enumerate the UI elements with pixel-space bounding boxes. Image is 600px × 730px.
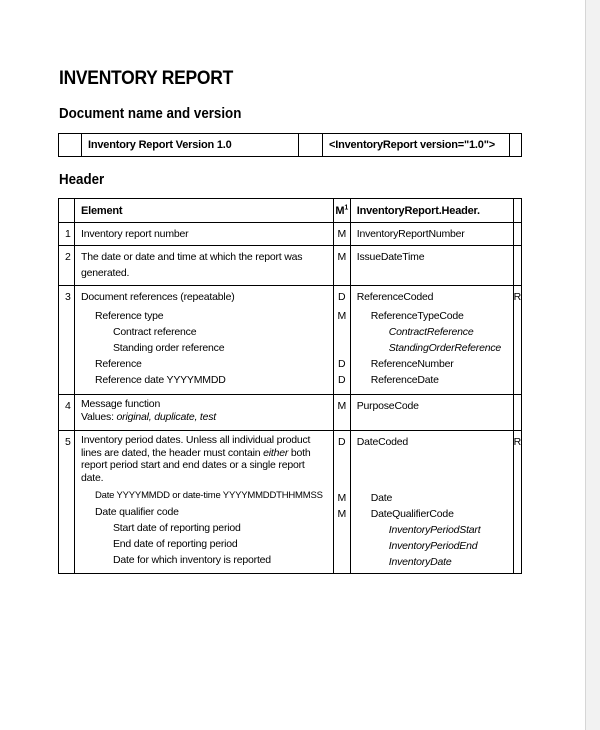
row-r — [513, 223, 521, 246]
report-title: INVENTORY REPORT — [59, 68, 233, 89]
row-number: 1 — [59, 223, 75, 246]
row-number: 4 — [59, 395, 75, 431]
table-row — [59, 286, 522, 395]
version-m-cell — [299, 134, 323, 157]
sub-tag — [357, 538, 513, 554]
sub-tag-italic: ContractReference — [388, 326, 474, 338]
row-m — [333, 431, 350, 574]
sub-tag: Date — [370, 492, 393, 504]
sub-tag — [357, 340, 513, 356]
version-name: Inventory Report Version 1.0 — [82, 134, 299, 157]
row-r — [513, 246, 521, 286]
row-tag: PurposeCode — [350, 395, 513, 431]
sub-tag: DateQualifierCode — [370, 508, 454, 520]
sub-element: Standing order reference — [112, 342, 225, 354]
tag-line: DateCoded — [356, 436, 409, 448]
row-number: 3 — [59, 286, 75, 395]
table-row — [59, 395, 522, 431]
row-tag — [350, 431, 513, 574]
sub-element: Reference date YYYYMMDD — [94, 374, 226, 386]
row-element — [74, 286, 333, 395]
sub-element: Contract reference — [112, 326, 197, 338]
table-row — [59, 431, 522, 574]
row-element: Inventory report number — [74, 223, 333, 246]
element-text: Inventory period dates. Unless all individual product lines are dated, the header must contain — [80, 434, 311, 459]
sub-element: Reference — [94, 358, 142, 370]
sub-element: Start date of reporting period — [112, 522, 241, 534]
tag-line: ReferenceCoded — [356, 291, 434, 303]
m-value: M — [337, 310, 346, 322]
element-emphasis: either — [263, 446, 289, 459]
version-table — [58, 133, 522, 157]
sub-element: Date for which inventory is reported — [112, 554, 271, 566]
version-r-cell — [510, 134, 522, 157]
version-blank-cell — [59, 134, 82, 157]
m-value: M — [337, 492, 346, 504]
element-line: Message function — [80, 398, 161, 410]
sub-tag-italic: InventoryPeriodStart — [388, 524, 481, 536]
m-value — [334, 340, 350, 356]
row-element — [74, 395, 333, 431]
version-row — [59, 134, 522, 157]
row-m: M — [333, 246, 350, 286]
element-paragraph — [81, 434, 323, 484]
m-column-label: M — [335, 204, 345, 217]
m-column-head — [333, 199, 350, 223]
row-m — [333, 286, 350, 395]
tag-column-head: InventoryReport.Header. — [350, 199, 513, 223]
element-text: both report period start and end dates or a single report date. — [80, 446, 311, 484]
table-row — [59, 223, 522, 246]
header-table — [58, 198, 522, 574]
sub-tag: ReferenceNumber — [370, 358, 454, 370]
row-tag: InventoryReportNumber — [350, 223, 513, 246]
sub-tag: ReferenceTypeCode — [370, 310, 464, 322]
num-column-head — [59, 199, 75, 223]
m-value — [334, 324, 350, 340]
element-column-head: Element — [74, 199, 333, 223]
row-m: M — [333, 223, 350, 246]
sub-element: Reference type — [94, 310, 164, 322]
sub-element: Date qualifier code — [94, 506, 179, 518]
sub-tag-italic: StandingOrderReference — [388, 342, 502, 354]
m-value: D — [338, 291, 346, 303]
sub-tag — [357, 522, 513, 538]
sub-tag — [357, 324, 513, 340]
row-r: R — [513, 431, 521, 574]
m-value: D — [338, 358, 346, 370]
values-list: original, duplicate, test — [116, 411, 217, 423]
row-number: 5 — [59, 431, 75, 574]
version-tag: <InventoryReport version="1.0"> — [323, 134, 510, 157]
row-r: R — [513, 286, 521, 395]
scrollbar-track[interactable] — [586, 0, 600, 730]
m-value: D — [338, 374, 346, 386]
sub-element: End date of reporting period — [112, 538, 238, 550]
sub-tag: ReferenceDate — [370, 374, 439, 386]
header-table-head — [59, 199, 522, 223]
m-value: D — [338, 436, 346, 448]
table-row — [59, 246, 522, 286]
row-tag: IssueDateTime — [350, 246, 513, 286]
sub-tag-italic: InventoryPeriodEnd — [388, 540, 478, 552]
sub-tag — [357, 554, 513, 570]
values-label: Values: — [80, 411, 117, 423]
row-m: M — [333, 395, 350, 431]
m-footnote-marker: 1 — [344, 203, 349, 211]
row-tag — [350, 286, 513, 395]
header-heading: Header — [59, 172, 105, 188]
m-value: M — [337, 508, 346, 520]
sub-element: Date YYYYMMDD or date-time YYYYMMDDTHHMMSS — [94, 490, 323, 501]
row-element — [74, 431, 333, 574]
sub-tag-italic: InventoryDate — [388, 556, 452, 568]
values-line — [81, 411, 333, 424]
row-number: 2 — [59, 246, 75, 286]
row-r — [513, 395, 521, 431]
r-column-head — [513, 199, 521, 223]
element-line: Document references (repeatable) — [80, 291, 235, 303]
doc-name-heading: Document name and version — [59, 106, 242, 122]
row-element: The date or date and time at which the report was generated. — [74, 246, 333, 286]
